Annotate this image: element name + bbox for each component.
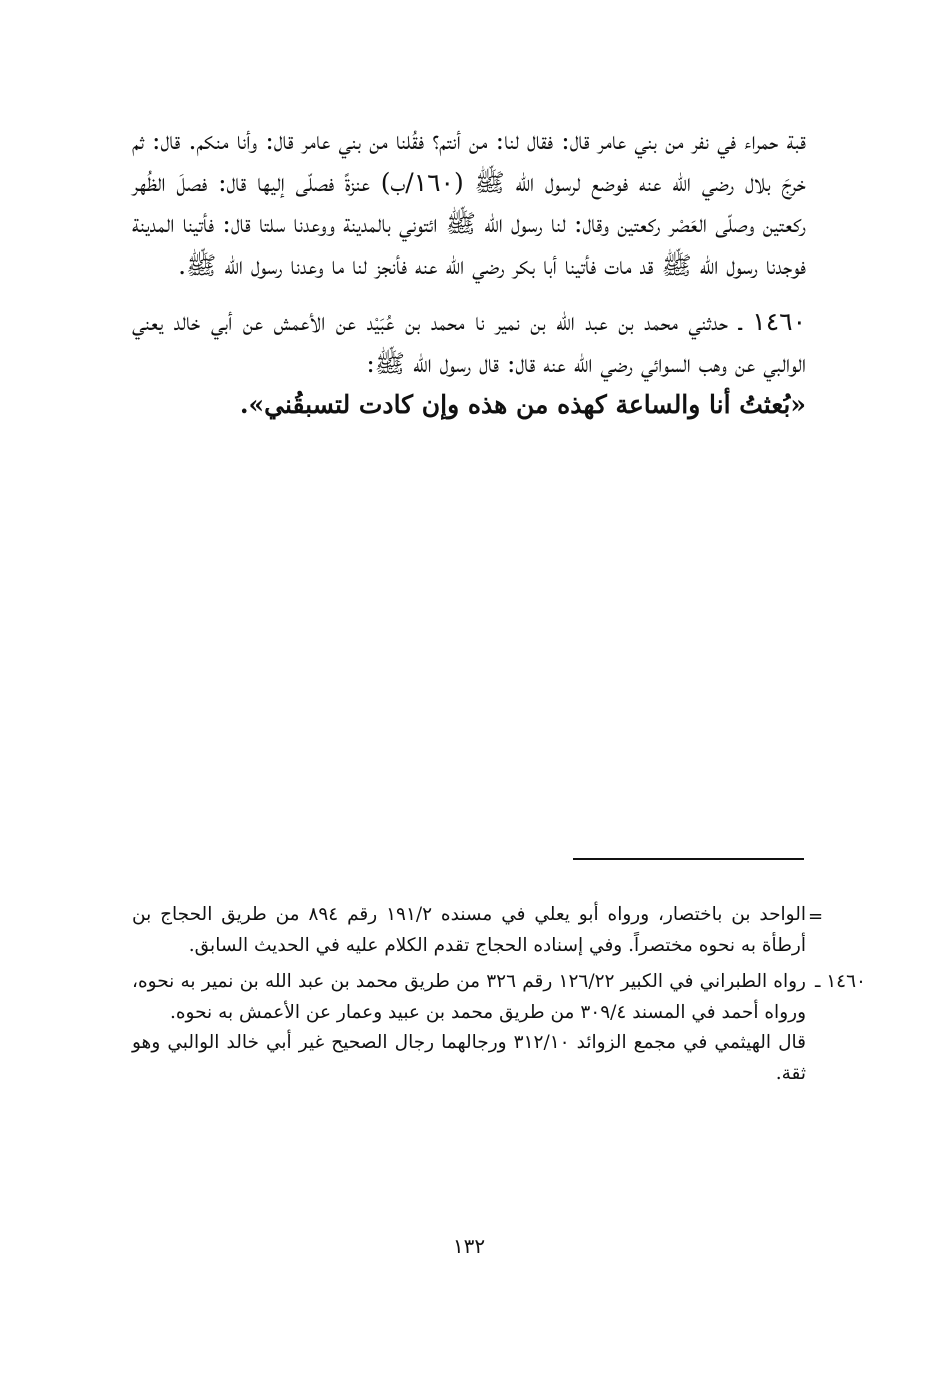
- footnotes: [132, 900, 866, 1089]
- hadith-quote: «بُعثتُ أنا والساعة كهذه من هذه وإن كادت لتسبقُني».: [239, 390, 806, 419]
- footnote-2-number: ١٤٦٠ ـ: [814, 971, 866, 992]
- footnote-2: [132, 967, 866, 1028]
- main-paragraph-2: ١٤٦٠ ـ حدثني محمد بن عبد الله بن نمير نا محمد بن عُبَيْد عن الأعمش عن أبي خالد يعني الوالبي عن وهب السوائي رضي الله عنه قال: قال رسول الله ﷺ:: [132, 307, 806, 378]
- page-number: ١٣٢: [452, 1234, 486, 1258]
- main-paragraph-1: قبة حمراء في نفر من بني عامر قال: فقال لنا: من أنتم؟ فقُلنا من بني عامر قال: وأنا منكم. قال: ثم خرجَ بلال رضي الله عنه فوضع لرسول الله ﷺ (١٦٠/ب) عنزةً فصلّى إليها قال: فصلَ الظُهر ركعتين وصلّى العَصْر ركعتين وقال: لنا رسول الله ﷺ ائتوني بالمدينة ووعدنا سلتا قال: فأتينا المدينة فوجدنا رسول الله ﷺ قد مات فأتينا أبا بكر رضي الله عنه فأنجز لنا ما وعدنا رسول الله ﷺ.: [132, 126, 807, 280]
- main-text: [132, 120, 806, 426]
- footnote-3: قال الهيثمي في مجمع الزوائد ٣١٢/١٠ ورجالهما رجال الصحيح غير أبي خالد الوالبي وهو ثقة.: [132, 1032, 807, 1084]
- footnote-1: الواحد بن باختصار، ورواه أبو يعلي في مسنده ١٩١/٢ رقم ٨٩٤ من طريق الحجاج بن أرطأة به نحوه مختصراً. وفي إسناده الحجاج تقدم الكلام عليه في الحديث السابق.: [132, 904, 806, 956]
- footnote-continuation-mark: =: [808, 906, 824, 927]
- footnote-2-text: رواه الطبراني في الكبير ١٢٦/٢٢ رقم ٣٢٦ من طريق محمد بن عبد الله بن نمير به نحوه، ورواه أحمد في المسند ٣٠٩/٤ من طريق محمد بن عبيد وعمار عن الأعمش به نحوه.: [132, 971, 806, 1023]
- footnote-separator: [573, 858, 804, 860]
